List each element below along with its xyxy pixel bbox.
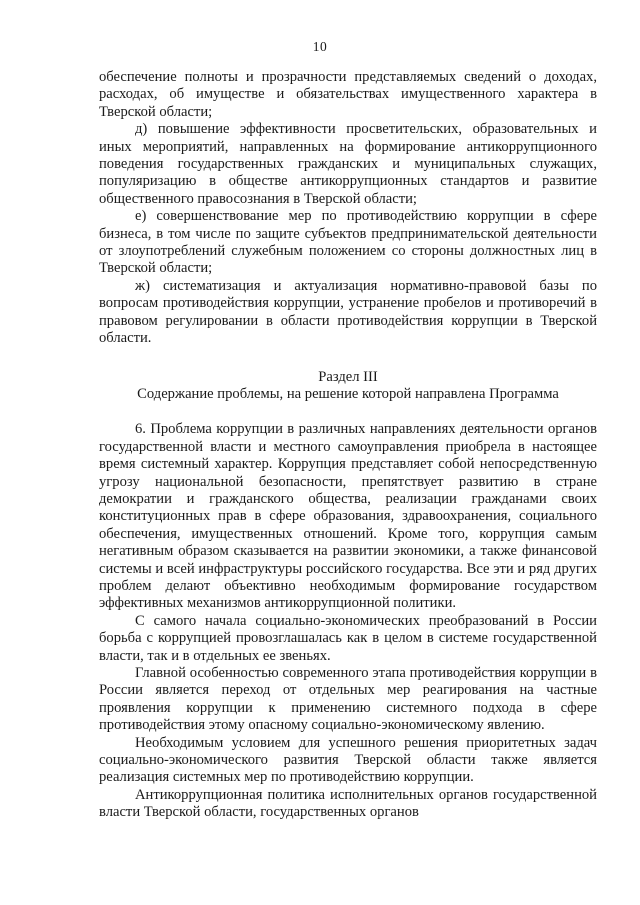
paragraph-body-5: Антикоррупционная политика исполнительных органов государственной власти Тверской области, государственных органов: [99, 786, 597, 821]
paragraph-body-2: С самого начала социально-экономических преобразований в России борьба с коррупцией провозглашалась как в целом в системе государственной власти, так и в отдельных ее звеньях.: [99, 612, 597, 664]
paragraph-6: 6. Проблема коррупции в различных направлениях деятельности органов государственной власти и местного самоуправления приобрела в настоящее время системный характер. Коррупция представляет собой непосредственную угрозу национальной безопасности, препятствует развитию в стране демократии и гражданского общества, реализации гражданами своих конституционных прав в сфере образования, здравоохранения, социального обеспечения, имущественных отношений. Кроме того, коррупция самым негативным образом сказывается на развитии экономики, а также финансовой системы и всей инфраструктуры российского государства. Все эти и ряд других проблем делают объективно необходимым формирование государством эффективных механизмов антикоррупционной политики.: [99, 421, 597, 612]
paragraph-body-3: Главной особенностью современного этапа противодействия коррупции в России является переход от отдельных мер реагирования на частные проявления коррупции к применению системного подхода в сфере противодействия этому опасному социально-экономическому явлению.: [99, 665, 597, 734]
paragraph-item-e: е) совершенствование мер по противодействию коррупции в сфере бизнеса, в том числе по защите субъектов предпринимательской деятельности от злоупотреблений служебным положением со стороны должностных лиц в Тверской области;: [99, 208, 597, 277]
paragraph-item-d: д) повышение эффективности просветительских, образовательных и иных мероприятий, направленных на формирование антикоррупционного поведения государственных гражданских и муниципальных служащих, популяризацию в обществе антикоррупционных стандартов и развитие общественного правосознания в Тверской области;: [99, 121, 597, 207]
paragraph-body-4: Необходимым условием для успешного решения приоритетных задач социально-экономического развития Тверской области также является реализация системных мер по противодействию коррупции.: [99, 734, 597, 786]
paragraph-intro-1: обеспечение полноты и прозрачности представляемых сведений о доходах, расходах, об имуществе и обязательствах имущественного характера в Тверской области;: [99, 69, 597, 120]
page-number: 10: [312, 39, 328, 54]
document-body: [99, 69, 597, 822]
paragraph-item-zh: ж) систематизация и актуализация нормативно-правовой базы по вопросам противодействия коррупции, устранение пробелов и противоречий в правовом регулировании в области противодействия коррупции в Тверской области.: [99, 277, 597, 347]
section-title: Содержание проблемы, на решение которой направлена Программа: [137, 385, 559, 402]
section-number: Раздел III: [318, 368, 378, 385]
